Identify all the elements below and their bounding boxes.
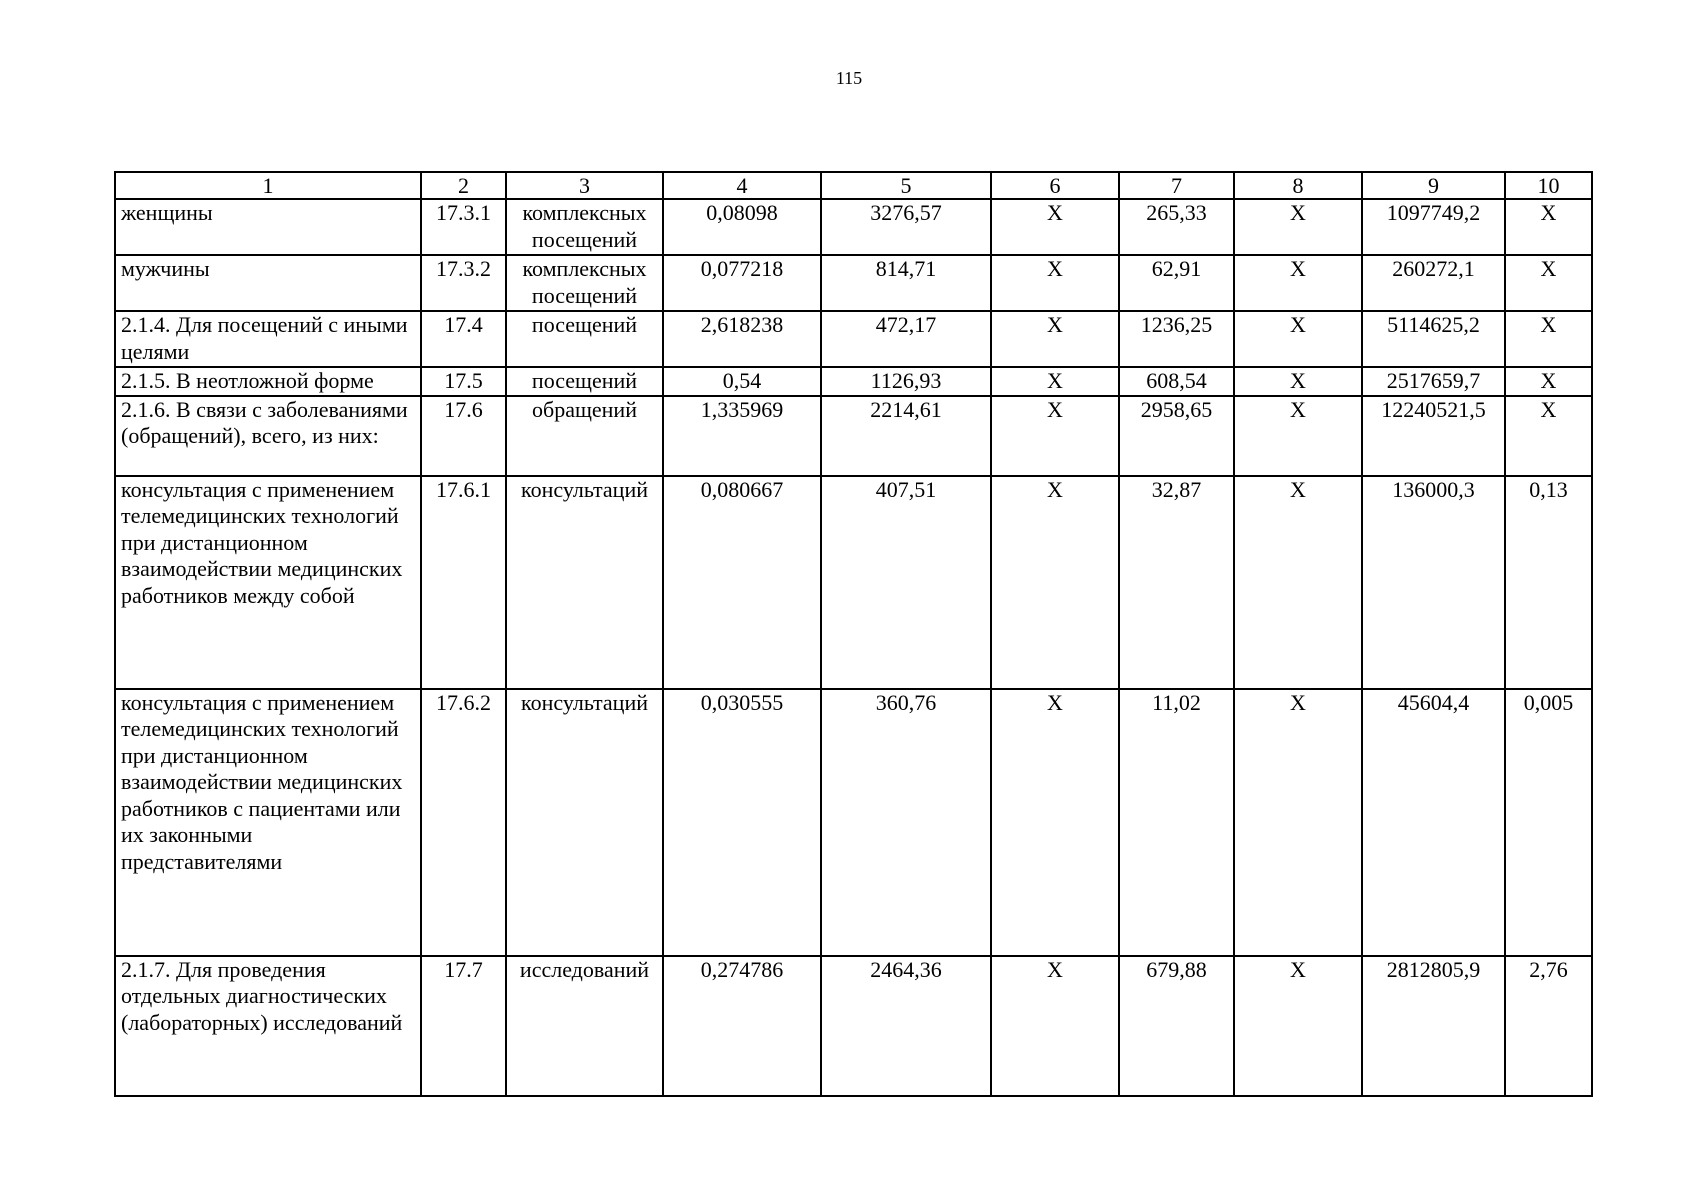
column-number: 1 (115, 172, 421, 199)
value-cell: 2812805,9 (1362, 956, 1505, 1096)
value-cell: Х (991, 476, 1119, 689)
table-row (115, 396, 1592, 476)
column-number: 9 (1362, 172, 1505, 199)
row-label: женщины (115, 199, 421, 255)
value-cell: Х (1234, 367, 1362, 396)
value-cell: 260272,1 (1362, 255, 1505, 311)
value-cell: Х (1505, 311, 1592, 367)
row-code: 17.7 (421, 956, 506, 1096)
value-cell: 136000,3 (1362, 476, 1505, 689)
column-number: 3 (506, 172, 663, 199)
value-cell: 2464,36 (821, 956, 991, 1096)
value-cell: 0,030555 (663, 689, 821, 956)
value-cell: 407,51 (821, 476, 991, 689)
row-label: консультация с применением телемедицинских технологий при дистанционном взаимодействии медицинских работников между собой (115, 476, 421, 689)
value-cell: 11,02 (1119, 689, 1234, 956)
row-label: 2.1.6. В связи с заболеваниями (обращений), всего, из них: (115, 396, 421, 476)
value-cell: 2517659,7 (1362, 367, 1505, 396)
row-code: 17.4 (421, 311, 506, 367)
value-cell: Х (1505, 255, 1592, 311)
value-cell: 1236,25 (1119, 311, 1234, 367)
column-number: 8 (1234, 172, 1362, 199)
value-cell: Х (1234, 199, 1362, 255)
table-row (115, 199, 1592, 255)
value-cell: Х (1505, 367, 1592, 396)
unit-cell: исследований (506, 956, 663, 1096)
value-cell: 265,33 (1119, 199, 1234, 255)
value-cell: Х (1234, 689, 1362, 956)
row-code: 17.3.2 (421, 255, 506, 311)
value-cell: 814,71 (821, 255, 991, 311)
table-row (115, 956, 1592, 1096)
value-cell: 1097749,2 (1362, 199, 1505, 255)
value-cell: 679,88 (1119, 956, 1234, 1096)
unit-cell: посещений (506, 367, 663, 396)
row-code: 17.6.2 (421, 689, 506, 956)
row-label: консультация с применением телемедицинских технологий при дистанционном взаимодействии медицинских работников с пациентами или их законными представителями (115, 689, 421, 956)
value-cell: 0,274786 (663, 956, 821, 1096)
value-cell: 0,08098 (663, 199, 821, 255)
value-cell: Х (1234, 396, 1362, 476)
unit-cell: обращений (506, 396, 663, 476)
value-cell: 0,54 (663, 367, 821, 396)
unit-cell: консультаций (506, 476, 663, 689)
value-cell: 1126,93 (821, 367, 991, 396)
value-cell: Х (991, 956, 1119, 1096)
table-row (115, 311, 1592, 367)
value-cell: Х (991, 396, 1119, 476)
data-table (114, 171, 1593, 1097)
row-label: мужчины (115, 255, 421, 311)
value-cell: Х (1234, 956, 1362, 1096)
value-cell: 360,76 (821, 689, 991, 956)
column-number: 2 (421, 172, 506, 199)
table-row (115, 255, 1592, 311)
value-cell: Х (991, 311, 1119, 367)
value-cell: 0,077218 (663, 255, 821, 311)
unit-cell: посещений (506, 311, 663, 367)
unit-cell: комплексных посещений (506, 199, 663, 255)
value-cell: Х (991, 255, 1119, 311)
value-cell: 3276,57 (821, 199, 991, 255)
row-label: 2.1.7. Для проведения отдельных диагностических (лабораторных) исследований (115, 956, 421, 1096)
value-cell: 2958,65 (1119, 396, 1234, 476)
column-number: 5 (821, 172, 991, 199)
value-cell: 45604,4 (1362, 689, 1505, 956)
page-number: 115 (835, 68, 863, 88)
value-cell: 0,13 (1505, 476, 1592, 689)
value-cell: 2214,61 (821, 396, 991, 476)
column-number: 4 (663, 172, 821, 199)
value-cell: 32,87 (1119, 476, 1234, 689)
value-cell: Х (1505, 396, 1592, 476)
column-number: 10 (1505, 172, 1592, 199)
row-code: 17.6.1 (421, 476, 506, 689)
value-cell: 608,54 (1119, 367, 1234, 396)
row-code: 17.5 (421, 367, 506, 396)
row-code: 17.6 (421, 396, 506, 476)
table-row (115, 476, 1592, 689)
value-cell: Х (1234, 311, 1362, 367)
value-cell: 0,005 (1505, 689, 1592, 956)
value-cell: Х (991, 199, 1119, 255)
value-cell: Х (991, 367, 1119, 396)
value-cell: Х (1234, 255, 1362, 311)
value-cell: 5114625,2 (1362, 311, 1505, 367)
value-cell: 62,91 (1119, 255, 1234, 311)
table-row (115, 367, 1592, 396)
value-cell: 0,080667 (663, 476, 821, 689)
unit-cell: комплексных посещений (506, 255, 663, 311)
row-label: 2.1.4. Для посещений с иными целями (115, 311, 421, 367)
value-cell: Х (991, 689, 1119, 956)
unit-cell: консультаций (506, 689, 663, 956)
value-cell: 1,335969 (663, 396, 821, 476)
value-cell: Х (1505, 199, 1592, 255)
column-number: 6 (991, 172, 1119, 199)
value-cell: 472,17 (821, 311, 991, 367)
row-code: 17.3.1 (421, 199, 506, 255)
row-label: 2.1.5. В неотложной форме (115, 367, 421, 396)
table-row (115, 689, 1592, 956)
value-cell: 12240521,5 (1362, 396, 1505, 476)
value-cell: Х (1234, 476, 1362, 689)
value-cell: 2,76 (1505, 956, 1592, 1096)
column-number: 7 (1119, 172, 1234, 199)
table-header-row (115, 172, 1592, 199)
value-cell: 2,618238 (663, 311, 821, 367)
